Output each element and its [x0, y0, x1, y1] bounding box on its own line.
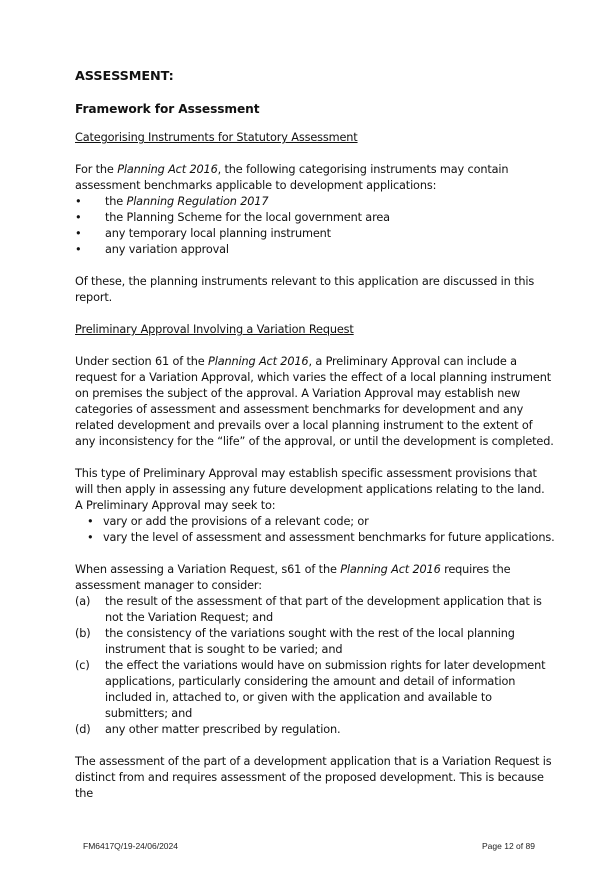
section-heading: ASSESSMENT:: [75, 69, 174, 84]
preliminary-paragraph-1: Under section 61 of the Planning Act 2016, a Preliminary Approval can include a request for a Variation Approval, which varies the effect of a local planning instrument on premises the subject of the approval. A Variation Approval may establish new categories of assessment and assessment benchmarks for development and any related development and prevails over a local planning instrument to the extent of any inconsistency for the “life” of the approval, or until the development is completed.: [75, 355, 554, 448]
list-item: • the Planning Regulation 2017: [75, 194, 555, 210]
preliminary-subtitle: Preliminary Approval Involving a Variation Request: [75, 323, 354, 336]
list-item: • vary the level of assessment and assessment benchmarks for future applications.: [75, 530, 555, 546]
list-item: • any temporary local planning instrument: [75, 226, 555, 242]
list-item: • any variation approval: [75, 242, 555, 258]
page-content: [75, 68, 555, 802]
footer-page-number: Page 12 of 89: [482, 841, 535, 851]
framework-title: Framework for Assessment: [75, 102, 260, 116]
footer-document-reference: FM6417Q/19-24/06/2024: [83, 841, 178, 851]
list-item: (b) the consistency of the variations sought with the rest of the local planning instrument that is sought to be varied; and: [75, 627, 515, 656]
categorising-intro: For the Planning Act 2016, the following categorising instruments may contain assessment benchmarks applicable to development applications:: [75, 163, 509, 192]
list-item: (c) the effect the variations would have on submission rights for later development applications, particularly considering the amount and detail of information included in, attached to, or given with the application and available to submitters; and: [75, 659, 546, 720]
list-item: • vary or add the provisions of a relevant code; or: [75, 514, 555, 530]
list-item: • the Planning Scheme for the local government area: [75, 210, 555, 226]
consider-list: [75, 594, 555, 738]
list-item: (a) the result of the assessment of that part of the development application that is not the Variation Request; and: [75, 595, 542, 624]
list-item: (d) any other matter prescribed by regulation.: [75, 723, 341, 736]
categorising-closing: Of these, the planning instruments relevant to this application are discussed in this report.: [75, 275, 535, 304]
categorising-list: [75, 194, 555, 258]
preliminary-paragraph-4: The assessment of the part of a development application that is a Variation Request is distinct from and requires assessment of the proposed development. This is because the: [75, 755, 552, 800]
categorising-subtitle: Categorising Instruments for Statutory Assessment: [75, 131, 358, 144]
preliminary-paragraph-2: This type of Preliminary Approval may establish specific assessment provisions that will then apply in assessing any future development applications relating to the land. A Preliminary Approval may seek to:: [75, 467, 545, 512]
preliminary-paragraph-3: When assessing a Variation Request, s61 of the Planning Act 2016 requires the assessment manager to consider:: [75, 563, 511, 592]
seek-list: [75, 514, 555, 546]
